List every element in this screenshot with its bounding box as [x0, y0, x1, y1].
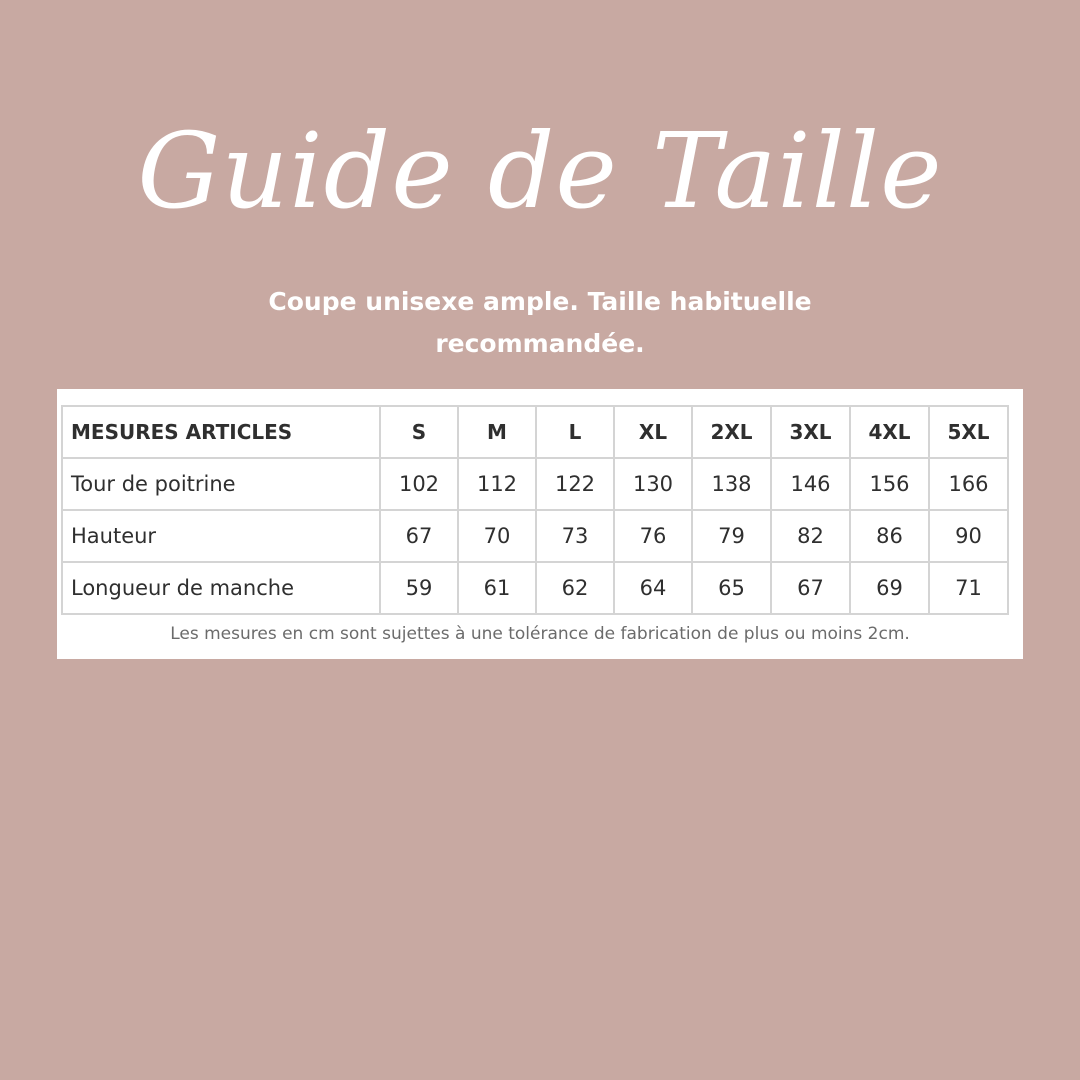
table-cell: 79	[692, 510, 771, 562]
table-row	[62, 458, 1008, 510]
size-header: L	[536, 406, 614, 458]
table-cell: 65	[692, 562, 771, 614]
table-header-label: MESURES ARTICLES	[62, 406, 380, 458]
page-subtitle: Coupe unisexe ample. Taille habituelle recommandée.	[268, 287, 812, 358]
table-cell: 102	[380, 458, 458, 510]
table-cell: 62	[536, 562, 614, 614]
size-table	[61, 405, 1009, 615]
table-row	[62, 510, 1008, 562]
size-header: 4XL	[850, 406, 929, 458]
table-cell: 82	[771, 510, 850, 562]
size-header: 3XL	[771, 406, 850, 458]
row-label: Tour de poitrine	[62, 458, 380, 510]
size-header: S	[380, 406, 458, 458]
table-cell: 76	[614, 510, 692, 562]
table-cell: 138	[692, 458, 771, 510]
size-table-card	[57, 389, 1023, 659]
size-header: 2XL	[692, 406, 771, 458]
table-cell: 59	[380, 562, 458, 614]
table-cell: 86	[850, 510, 929, 562]
size-header: 5XL	[929, 406, 1008, 458]
table-row	[62, 562, 1008, 614]
row-label: Hauteur	[62, 510, 380, 562]
row-label: Longueur de manche	[62, 562, 380, 614]
table-cell: 156	[850, 458, 929, 510]
table-cell: 73	[536, 510, 614, 562]
table-cell: 64	[614, 562, 692, 614]
table-cell: 112	[458, 458, 536, 510]
table-cell: 67	[771, 562, 850, 614]
table-cell: 146	[771, 458, 850, 510]
table-cell: 70	[458, 510, 536, 562]
size-header: M	[458, 406, 536, 458]
table-cell: 61	[458, 562, 536, 614]
page-title: Guide de Taille	[137, 110, 943, 232]
table-cell: 67	[380, 510, 458, 562]
table-cell: 69	[850, 562, 929, 614]
tolerance-footnote: Les mesures en cm sont sujettes à une tolérance de fabrication de plus ou moins 2cm.	[170, 624, 910, 644]
table-header-row	[62, 406, 1008, 458]
table-cell: 90	[929, 510, 1008, 562]
table-cell: 71	[929, 562, 1008, 614]
size-header: XL	[614, 406, 692, 458]
table-cell: 166	[929, 458, 1008, 510]
table-cell: 122	[536, 458, 614, 510]
table-cell: 130	[614, 458, 692, 510]
